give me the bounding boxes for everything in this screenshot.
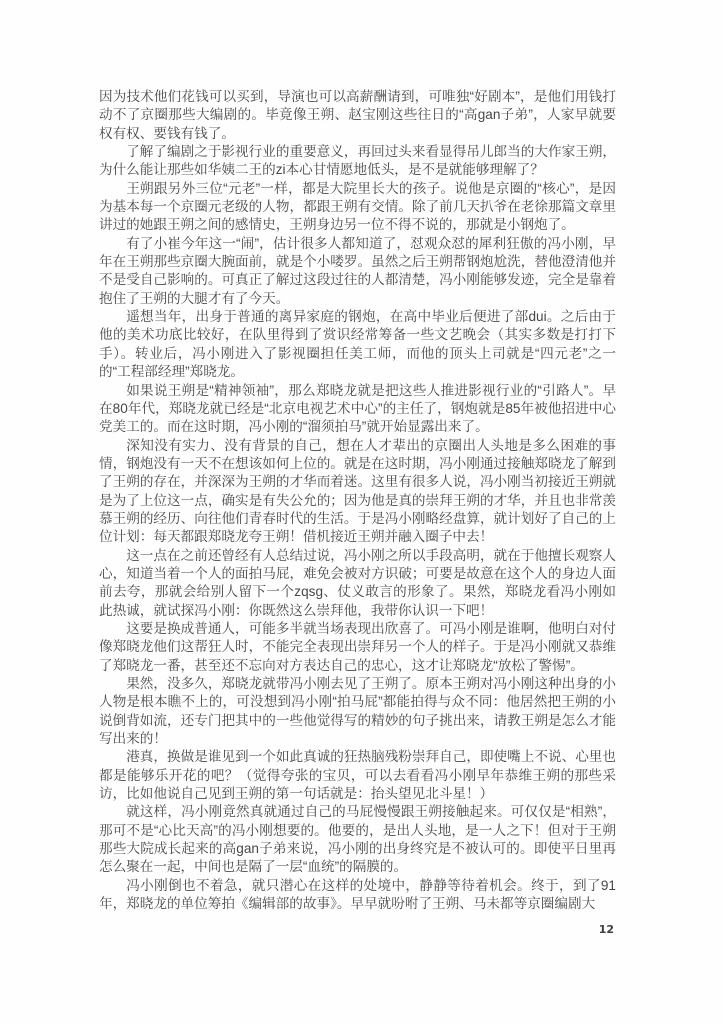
paragraph: 如果说王朔是“精神领袖”，那么郑晓龙就是把这些人推进影视行业的“引路人”。早在80年代，郑晓龙就已经是“北京电视艺术中心”的主任了，钢炮就是85年被他招进中心党美工的。而在这时期，冯小刚的“溜须拍马”就开始显露出来了。 — [99, 382, 616, 435]
paragraph: 有了小崔今年这一“闹”，估计很多人都知道了，怼观众怼的犀利狂傲的冯小刚，早年在王朔那些京圈大腕面前，就是个小喽罗。虽然之后王朔帮钢炮尬洗，替他澄清他并不是受自己影响的。可真正了解过这段过往的人都清楚，冯小刚能够发迹，完全是靠着抱住了王朔的大腿才有了今天。 — [99, 235, 616, 306]
article-body — [99, 88, 616, 940]
paragraph: 遥想当年，出身于普通的离异家庭的钢炮，在高中毕业后便进了部dui。之后由于他的美术功底比较好，在队里得到了赏识经常筹备一些文艺晚会（其实多数是打打下手）。转业后，冯小刚进入了影视圈担任美工师，而他的顶头上司就是“四元老”之一的“工程部经理”郑晓龙。 — [99, 309, 616, 380]
paragraph: 就这样，冯小刚竟然真就通过自己的马屁慢慢跟王朔接触起来。可仅仅是“相熟”，那可不是“心比天高”的冯小刚想要的。他要的，是出人头地，是一人之下！但对于王朔那些大院成长起来的高gan子弟来说，冯小刚的出身终究是不被认可的。即使平日里再怎么聚在一起，中间也是隔了一层“血统”的隔膜的。 — [99, 804, 616, 875]
paragraph: 这一点在之前还曾经有人总结过说，冯小刚之所以手段高明，就在于他擅长观察人心，知道当着一个人的面拍马屁，难免会被对方识破；可要是故意在这个人的身边人面前去夸，那就会给别人留下一个zqsg、仗义敢言的形象了。果然，郑晓龙看冯小刚如此热诚，就试探冯小刚：你既然这么崇拜他，我带你认识一下吧！ — [99, 547, 616, 618]
page-number: 12 — [598, 923, 614, 937]
paragraph: 果然，没多久，郑晓龙就带冯小刚去见了王朔了。原本王朔对冯小刚这种出身的小人物是根本瞧不上的，可没想到冯小刚“拍马屁”都能拍得与众不同：他居然把王朔的小说倒背如流，还专门把其中的一些他觉得写的精妙的句子挑出来，请教王朔是怎么才能写出来的！ — [99, 676, 616, 747]
paragraph: 港真，换做是谁见到一个如此真诚的狂热脑残粉崇拜自己，即使嘴上不说、心里也都是能够乐开花的吧？（觉得夸张的宝贝，可以去看看冯小刚早年恭维王朔的那些采访，比如他说自己见到王朔的第一句话就是：抬头望见北斗星！） — [99, 749, 616, 802]
paragraph: 王朔跟另外三位“元老”一样，都是大院里长大的孩子。说他是京圈的“核心”，是因为基本每一个京圈元老级的人物，都跟王朔有交情。除了前几天扒爷在老徐那篇文章里讲过的她跟王朔之间的感情史，王朔身边另一位不得不说的，那就是小钢炮了。 — [99, 180, 616, 233]
paragraph: 冯小刚倒也不着急，就只潜心在这样的处境中，静静等待着机会。终于，到了91年，郑晓龙的单位筹拍《编辑部的故事》。早早就吩咐了王朔、马未都等京圈编剧大 — [99, 877, 616, 912]
paragraph: 了解了编剧之于影视行业的重要意义，再回过头来看显得吊儿郎当的大作家王朔，为什么能让那些如华姨二王的zi本心甘情愿地低头，是不是就能够理解了？ — [99, 144, 616, 178]
paragraph: 这要是换成普通人，可能多半就当场表现出欣喜了。可冯小刚是谁啊，他明白对付像郑晓龙他们这帮狂人时，不能完全表现出崇拜另一个人的样子。于是冯小刚就又恭维了郑晓龙一番，甚至还不忘向对方表达自己的忠心，这才让郑晓龙“放松了警惕”。 — [99, 620, 616, 673]
paragraph: 因为技术他们花钱可以买到，导演也可以高薪酬请到，可唯独“好剧本”，是他们用钱打动不了京圈那些大编剧的。毕竟像王朔、赵宝刚这些往日的“高gan子弟”，人家早就要权有权、要钱有钱了。 — [99, 89, 616, 141]
paragraph: 深知没有实力、没有背景的自己，想在人才辈出的京圈出人头地是多么困难的事情，钢炮没有一天不在想该如何上位的。就是在这时期，冯小刚通过接触郑晓龙了解到了王朔的存在，并深深为王朔的才华而着迷。这里有很多人说，冯小刚当初接近王朔就是为了上位这一点，确实是有失公允的；因为他是真的崇拜王朔的才华，并且也非常羡慕王朔的经历、向往他们青春时代的生活。于是冯小刚略经盘算，就计划好了自己的上位计划：每天都跟郑晓龙夸王朔！借机接近王朔并融入圈子中去！ — [99, 437, 616, 545]
